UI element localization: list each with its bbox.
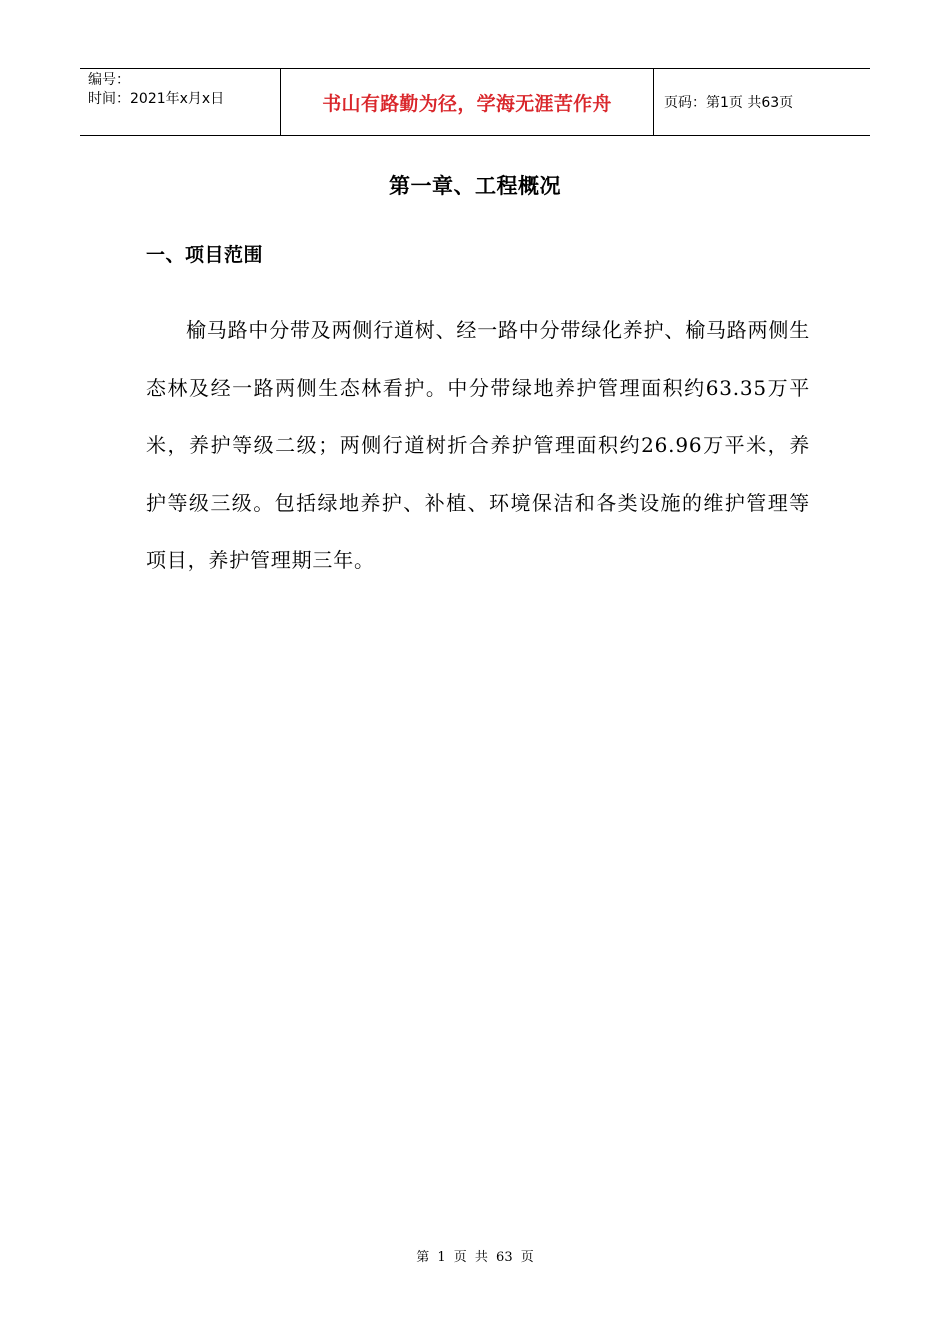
header-page-code: 页码：第1页 共63页 bbox=[664, 95, 794, 111]
document-number-label: 编号： bbox=[88, 72, 130, 88]
body-paragraph: 榆马路中分带及两侧行道树、经一路中分带绿化养护、榆马路两侧生态林及经一路两侧生态林看护。中分带绿地养护管理面积约63.35万平米，养护等级二级；两侧行道树折合养护管理面积约26.96万平米，养护等级三级。包括绿地养护、补植、环境保洁和各类设施的维护管理等项目，养护管理期三年。 bbox=[146, 318, 810, 572]
page-footer: 第 1 页 共 63 页 bbox=[416, 1250, 534, 1265]
chapter-title: 第一章、工程概况 bbox=[389, 174, 561, 198]
header-motto: 书山有路勤为径，学海无涯苦作舟 bbox=[281, 69, 654, 135]
header-table bbox=[80, 68, 870, 136]
document-date-label: 时间：2021年x月x日 bbox=[88, 91, 225, 107]
header-info-cell bbox=[80, 69, 281, 135]
section-title: 一、项目范围 bbox=[146, 244, 264, 266]
